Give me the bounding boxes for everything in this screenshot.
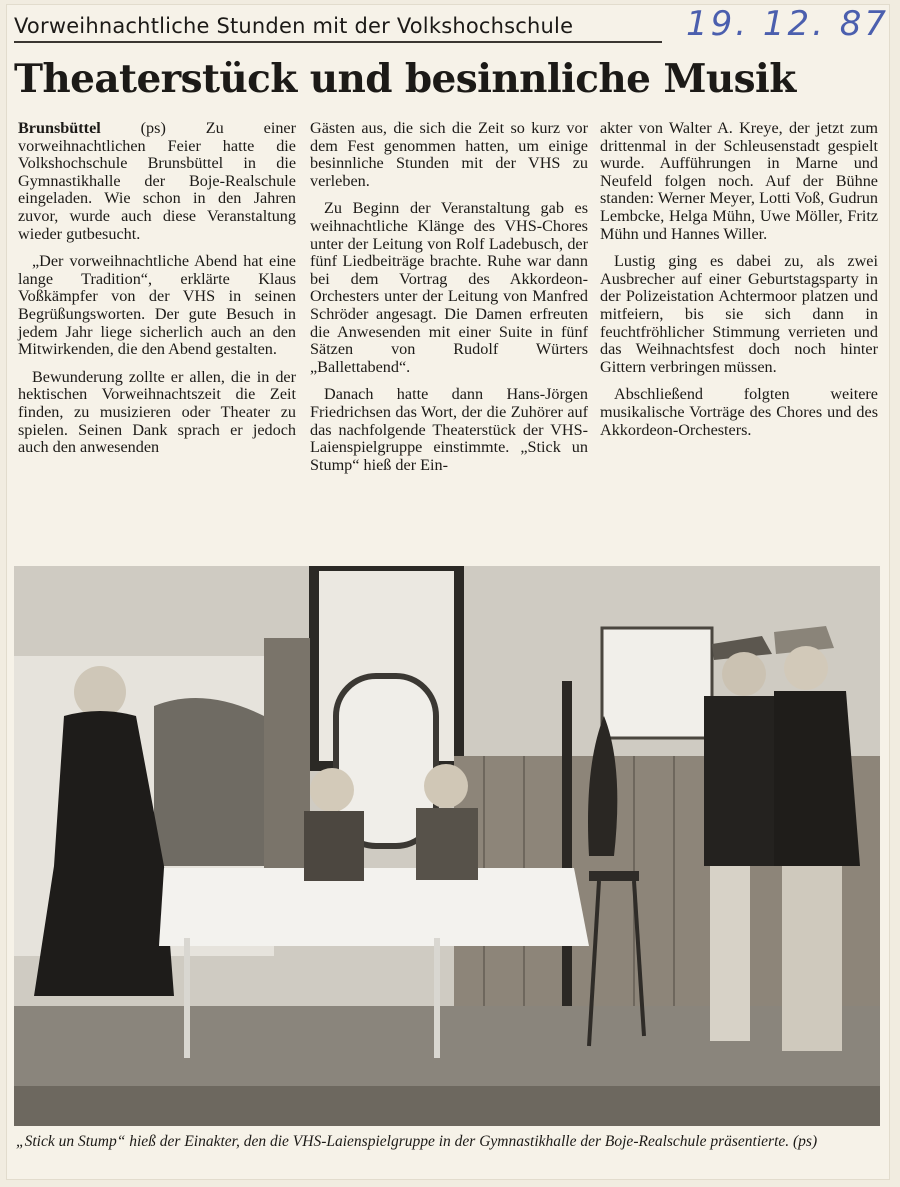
dateline: Brunsbüttel <box>18 119 101 137</box>
paragraph: Bewunderung zollte er allen, die in der hektischen Vorweihnachtszeit die Zeit finden, zu musizieren oder Theater zu spielen. Seinen Dank sprach er jedoch auch den anwesenden <box>18 367 296 457</box>
paragraph <box>18 120 296 243</box>
paragraph: Abschließend folgten weitere musikalische Vorträge des Chores und des Akkordeon-Orchesters. <box>600 385 878 439</box>
paragraph: akter von Walter A. Kreye, der jetzt zum drittenmal in der Schleusenstadt gespielt wurde. Aufführungen in Marne und Neufeld folgen noch. Auf der Bühne standen: Werner Meyer, Lotti Voß, Gudrun Lembcke, Helga Mühn, Uwe Möller, Fritz Mühn und Hannes Willer. <box>600 119 878 243</box>
paragraph: Zu Beginn der Veranstaltung gab es weihnachtliche Klänge des VHS-Chores unter der Leitung von Rolf Ladebusch, der fünf Liedbeiträge brachte. Ruhe war dann bei dem Vortrag des Akkordeon-Orchesters unter der Leitung von Manfred Schröder angesagt. Die Damen erfreuten die Anwesenden mit einer Suite in fünf Sätzen von Rudolf Würters „Ballettabend“. <box>310 199 588 376</box>
article-column-3 <box>600 120 878 449</box>
article-column-1 <box>18 120 296 467</box>
paragraph-text: (ps) Zu einer vorweihnachtlichen Feier hatte die Volkshochschule Brunsbüttel in die Gymnastikhalle der Boje-Realschule eingeladen. Wie schon in den Jahren zuvor, wurde auch diese Veranstaltung wieder gutbesucht. <box>18 119 296 243</box>
paragraph: Danach hatte dann Hans-Jörgen Friedrichsen das Wort, der die Zuhörer auf das nachfolgende Theaterstück der VHS-Laienspielgruppe einstimmte. „Stick un Stump“ hieß der Ein- <box>310 385 588 474</box>
headline: Theaterstück und besinnliche Musik <box>14 56 796 102</box>
article-column-2 <box>310 120 588 484</box>
stage-photo-illustration <box>14 566 880 1126</box>
stage-photo <box>14 566 880 1126</box>
paragraph: „Der vorweihnachtliche Abend hat eine lange Tradition“, erklärte Klaus Voßkämpfer von der VHS in seinen Begrüßungsworten. Der gute Besuch in jedem Jahr liege sicherlich auch an den Mitwirkenden, die den Abend gestalten. <box>18 252 296 359</box>
photo-caption: „Stick un Stump“ hieß der Einakter, den die VHS-Laienspielgruppe in der Gymnastikhalle der Boje-Realschule präsentierte. (ps) <box>16 1133 818 1150</box>
paragraph: Gästen aus, die sich die Zeit so kurz vor dem Fest genommen hatten, um einige besinnliche Stunden mit der VHS zu verleben. <box>310 119 588 190</box>
handwritten-date: 19. 12. 87 <box>686 4 890 44</box>
paragraph: Lustig ging es dabei zu, als zwei Ausbrecher auf einer Geburtstagsparty in der Polizeistation Achtermoor platzen und mitfeiern, bis sie sich dann in feuchtfröhlicher Stimmung verrieten und das Weihnachtsfest doch noch hinter Gittern verbringen müssen. <box>600 252 878 376</box>
kicker-line: Vorweihnachtliche Stunden mit der Volkshochschule <box>14 14 662 43</box>
